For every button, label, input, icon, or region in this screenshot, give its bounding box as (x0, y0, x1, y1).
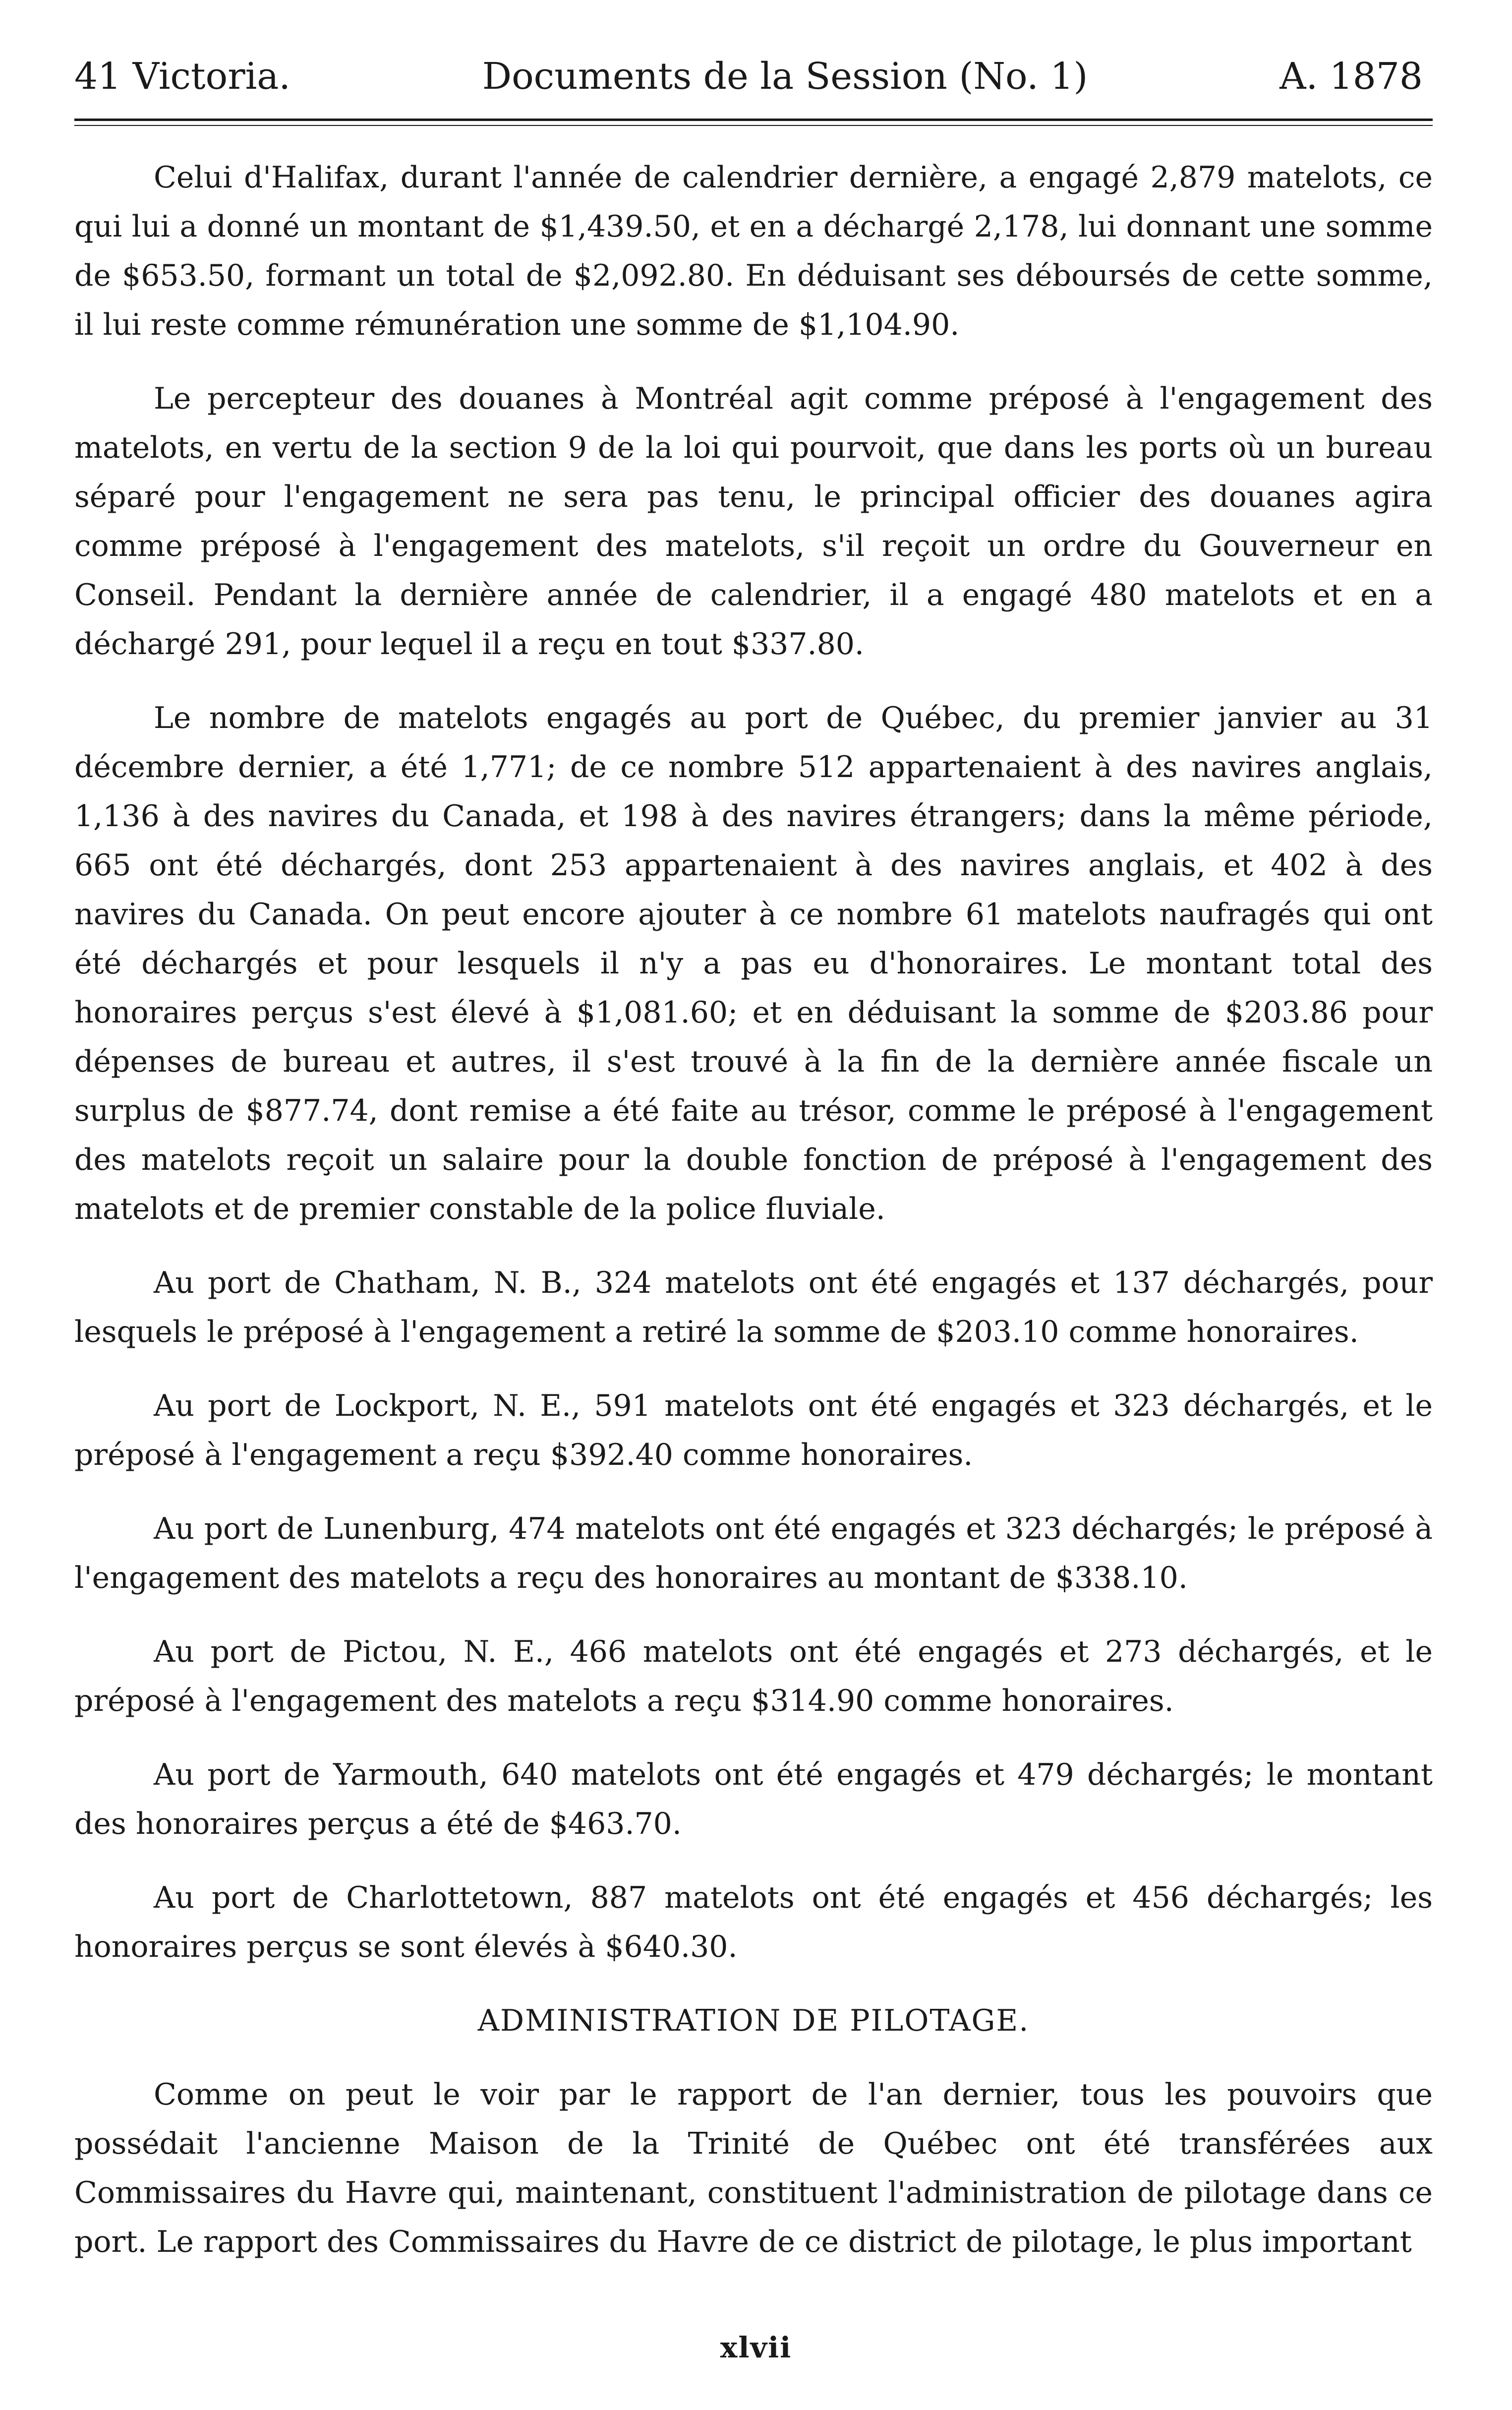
paragraph-pictou: Au port de Pictou, N. E., 466 matelots ont été engagés et 273 déchargés, et le préposé à l'engagement des matelots a reçu $314.90 comme honoraires. (74, 1634, 1433, 1718)
document-page (74, 55, 1433, 2291)
paragraph-quebec: Le nombre de matelots engagés au port de Québec, du premier janvier au 31 décembre dernier, a été 1,771; de ce nombre 512 appartenaient à des navires anglais, 1,136 à des navires du Canada, et 198 à des navires étrangers; dans la même période, 665 ont été déchargés, dont 253 appartenaient à des navires anglais, et 402 à des navires du Canada. On peut encore ajouter à ce nombre 61 matelots naufragés qui ont été déchargés et pour lesquels il n'y a pas eu d'honoraires. Le montant total des honoraires perçus s'est élevé à $1,081.60; et en déduisant la somme de $203.86 pour dépenses de bureau et autres, il s'est trouvé à la fin de la dernière année fiscale un surplus de $877.74, dont remise a été faite au trésor, comme le préposé à l'engagement des matelots reçoit un salaire pour la double fonction de préposé à l'engagement des matelots et de premier constable de la police fluviale. (74, 700, 1433, 1226)
header-right: A. 1878 (1279, 55, 1423, 98)
body-text (74, 153, 1433, 2267)
header-rule-thin (74, 125, 1433, 126)
paragraph-charlottetown: Au port de Charlottetown, 887 matelots ont été engagés et 456 déchargés; les honoraires perçus se sont élevés à $640.30. (74, 1880, 1433, 1964)
paragraph-halifax: Celui d'Halifax, durant l'année de calendrier dernière, a engagé 2,879 matelots, ce qui lui a donné un montant de $1,439.50, et en a déchargé 2,178, lui donnant une somme de $653.50, formant un total de $2,092.80. En déduisant ses déboursés de cette somme, il lui reste comme rémunération une somme de $1,104.90. (74, 160, 1433, 342)
paragraph-montreal: Le percepteur des douanes à Montréal agit comme préposé à l'engagement des matelots, en vertu de la section 9 de la loi qui pourvoit, que dans les ports où un bureau séparé pour l'engagement ne sera pas tenu, le principal officier des douanes agira comme préposé à l'engagement des matelots, s'il reçoit un ordre du Gouverneur en Conseil. Pendant la dernière année de calendrier, il a engagé 480 matelots et en a déchargé 291, pour lequel il a reçu en tout $337.80. (74, 381, 1433, 662)
paragraph-lunenburg: Au port de Lunenburg, 474 matelots ont été engagés et 323 déchargés; le préposé à l'engagement des matelots a reçu des honoraires au montant de $338.10. (74, 1511, 1433, 1595)
header-rule-thick (74, 119, 1433, 121)
section-heading: ADMINISTRATION DE PILOTAGE. (477, 2003, 1030, 2038)
paragraph-chatham: Au port de Chatham, N. B., 324 matelots ont été engagés et 137 déchargés, pour lesquels le préposé à l'engagement a retiré la somme de $203.10 comme honoraires. (74, 1265, 1433, 1349)
running-header (74, 55, 1433, 99)
page-number: xlvii (720, 2331, 792, 2364)
paragraph-lockport: Au port de Lockport, N. E., 591 matelots ont été engagés et 323 déchargés, et le préposé à l'engagement a reçu $392.40 comme honoraires. (74, 1388, 1433, 1472)
paragraph-pilotage: Comme on peut le voir par le rapport de l'an dernier, tous les pouvoirs que possédait l'ancienne Maison de la Trinité de Québec ont été transférées aux Commissaires du Havre qui, maintenant, constituent l'administration de pilotage dans ce port. Le rapport des Commissaires du Havre de ce district de pilotage, le plus important (74, 2077, 1433, 2259)
header-center: Documents de la Session (No. 1) (482, 55, 1088, 98)
header-left: 41 Victoria. (74, 55, 291, 98)
paragraph-yarmouth: Au port de Yarmouth, 640 matelots ont été engagés et 479 déchargés; le montant des honoraires perçus a été de $463.70. (74, 1757, 1433, 1841)
